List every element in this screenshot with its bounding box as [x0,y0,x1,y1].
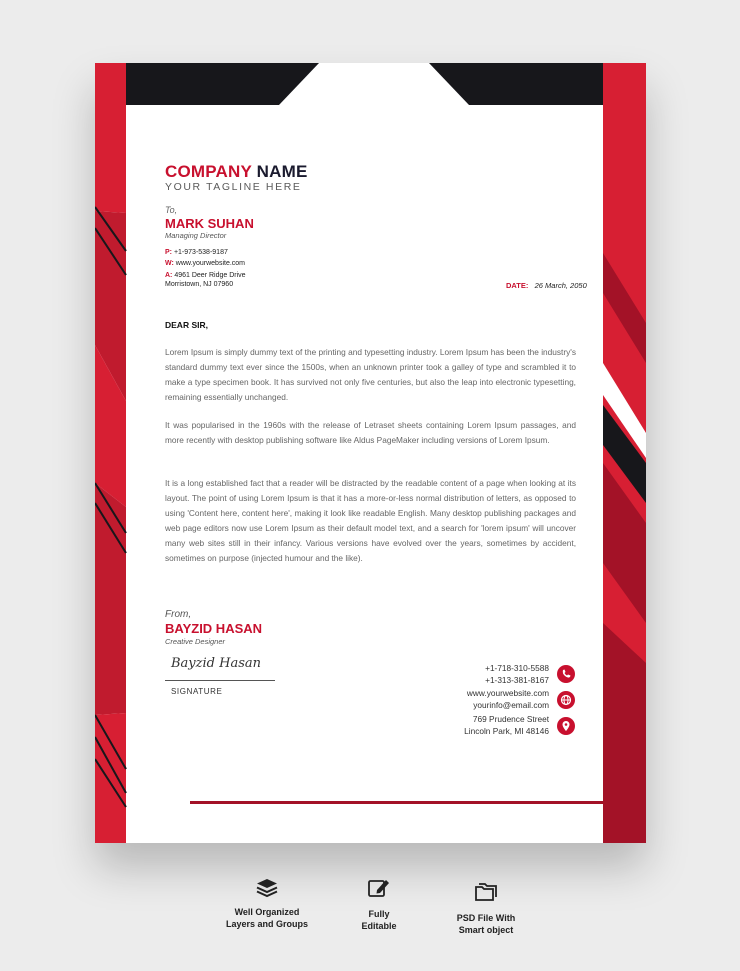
sender-name: BAYZID HASAN [165,621,263,636]
layers-icon [255,878,279,898]
address-label: A: [165,272,173,279]
feature-layers-line2: Layers and Groups [225,919,309,929]
phone-icon [557,665,575,683]
feature-editable [334,876,424,932]
body-paragraph-1: Lorem Ipsum is simply dummy text of the printing and typesetting industry. Lorem Ipsum has been the industry's standard dummy text ever since the 1500s, when an unknown printer took a galley of type and scrambled it to make a type specimen book. It has survived not only five centuries, but also the leap into electronic typesetting, remaining essentially unchanged. [165,347,576,402]
top-left-dark-block [126,63,319,105]
contact-phone-2: +1-313-381-8167 [485,674,549,685]
recipient-address-line1: 4961 Deer Ridge Drive [174,272,246,279]
contact-address-2: Lincoln Park, MI 48146 [464,725,549,736]
recipient-phone [165,249,228,256]
web-label: W: [165,260,174,267]
company-tagline: YOUR TAGLINE HERE [165,181,302,193]
contact-website: www.yourwebsite.com [466,688,549,698]
signature: Bayzid Hasan [171,656,261,671]
to-label: To, [165,205,178,215]
location-icon [557,717,575,735]
date-label: DATE: [506,281,529,290]
feature-editable-line2: Editable [361,921,397,931]
feature-layers-line1: Well Organized [234,907,300,917]
recipient-role: Managing Director [165,231,227,240]
company-name-first: COMPANY [165,162,252,181]
web-icon [557,691,575,709]
contact-email: yourinfo@email.com [473,699,549,710]
contact-web [467,688,549,711]
folder-icon [474,882,498,904]
letter-date [506,281,587,290]
feature-layers [212,878,322,930]
body-paragraph-2: It was popularised in the 1960s with the release of Letraset sheets containing Lorem Ipsum passages, and more recently with desktop publishing software like Aldus PageMaker including versions of Lorem Ipsum. [165,420,576,445]
contact-address [464,714,549,737]
feature-psd-line2: Smart object [458,925,514,935]
footer-bar [190,801,605,804]
signature-label: SIGNATURE [171,687,223,696]
letterhead-page [95,63,646,843]
recipient-web [165,260,245,267]
recipient-web-value: www.yourwebsite.com [175,260,246,267]
from-label: From, [165,609,192,620]
recipient-name: MARK SUHAN [165,216,254,231]
date-value: 26 March, 2050 [534,281,587,290]
sender-role: Creative Designer [165,637,226,646]
contact-address-1: 769 Prudence Street [472,714,549,724]
contact-phones [485,663,549,686]
edit-icon [367,876,391,900]
feature-psd-line1: PSD File With [456,913,516,923]
contact-phone-1: +1-718-310-5588 [485,663,549,673]
salutation: DEAR SIR, [165,320,208,330]
body-paragraph-3: It is a long established fact that a reader will be distracted by the readable content of a page when looking at its layout. The point of using Lorem Ipsum is that it has a more-or-less normal distribution of letters, as opposed to using 'Content here, content here', making it look like readable English. Many desktop publishing packages and web page editors now use Lorem Ipsum as their default model text, and a search for 'lorem ipsum' will uncover many web sites still in their infancy. Various versions have evolved over the years, sometimes by accident, sometimes on purpose (injected humour and the like). [165,478,576,563]
company-name [165,162,308,182]
recipient-address [165,272,246,279]
phone-label: P: [165,249,172,256]
feature-editable-line1: Fully [368,909,390,919]
top-right-dark-block [429,63,603,105]
recipient-address-line2: Morristown, NJ 07960 [165,281,234,288]
recipient-phone-value: +1-973-538-9187 [173,249,228,256]
feature-psd [436,882,536,936]
signature-line [165,680,275,681]
left-red-band [95,63,126,213]
company-name-second: NAME [256,162,308,181]
